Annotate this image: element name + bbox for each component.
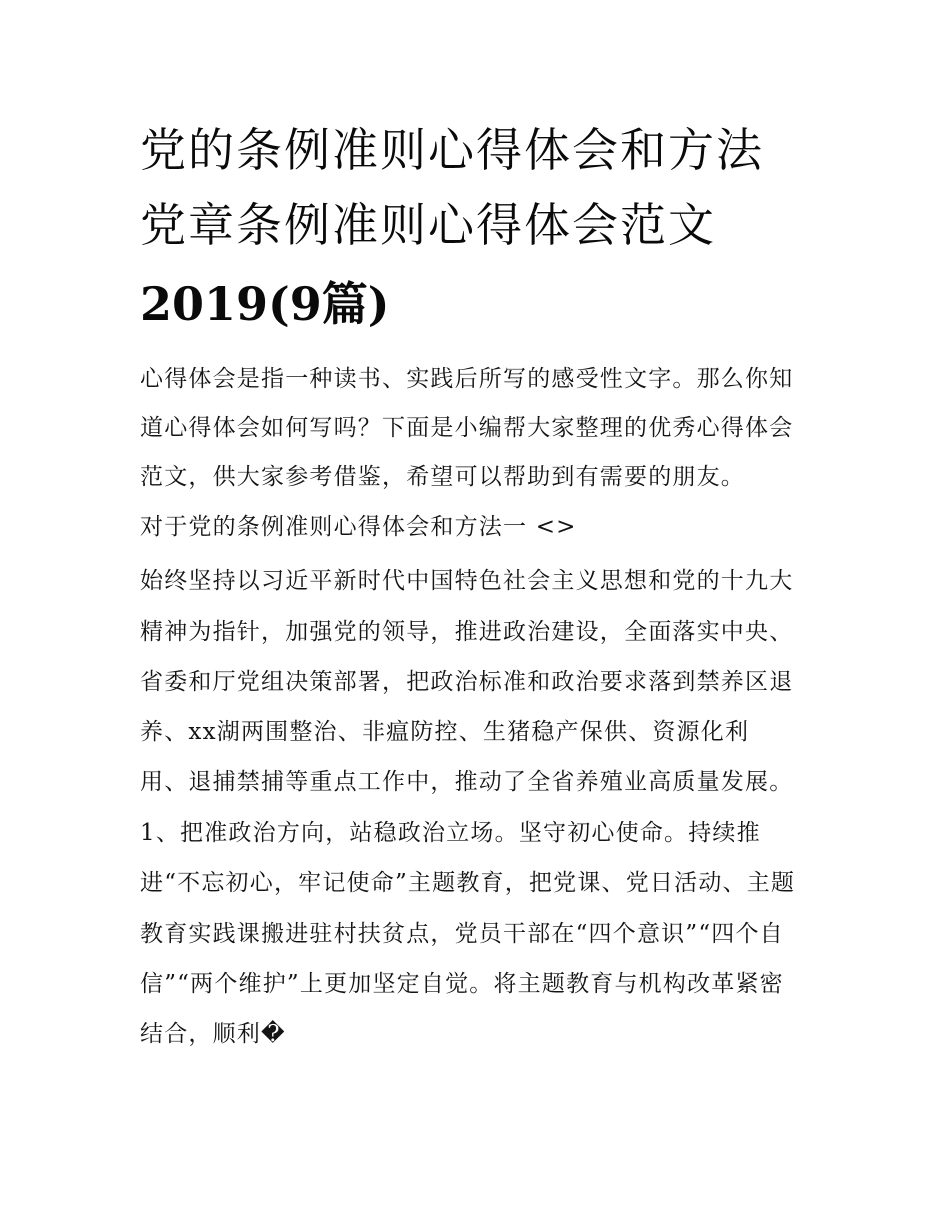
body-line: 教育实践课搬进驻村扶贫点，党员干部在“四个意识”“四个自 xyxy=(140,921,784,947)
body-line: 进“不忘初心，牢记使命”主题教育，把党课、党日活动、主题 xyxy=(140,870,796,896)
body-line: 精神为指针，加强党的领导，推进政治建设，全面落实中央、 xyxy=(140,619,794,645)
body-line: 结合，顺利� xyxy=(140,1021,286,1047)
document-title-line-1: 党的条例准则心得体会和方法 xyxy=(140,123,764,177)
body-line: 养、xx湖两围整治、非瘟防控、生猪稳产保供、资源化利 xyxy=(140,719,750,745)
section-heading: 对于党的条例准则心得体会和方法一 <> xyxy=(140,514,577,540)
body-line: 省委和厅党组决策部署，把政治标准和政治要求落到禁养区退 xyxy=(140,669,794,695)
document-title-line-2: 党章条例准则心得体会范文 xyxy=(140,198,716,252)
body-line: 信”“两个维护”上更加坚定自觉。将主题教育与机构改革紧密 xyxy=(140,971,784,997)
body-line: 用、退捕禁捕等重点工作中，推动了全省养殖业高质量发展。 xyxy=(140,769,794,795)
document-page xyxy=(140,0,830,1229)
body-line: 心得体会是指一种读书、实践后所写的感受性文字。那么你知 xyxy=(140,366,794,392)
body-line: 道心得体会如何写吗？下面是小编帮大家整理的优秀心得体会 xyxy=(140,415,794,441)
body-line: 1、把准政治方向，站稳政治立场。坚守初心使命。持续推 xyxy=(140,820,761,846)
document-title-line-3: 2019(9篇) xyxy=(140,277,390,331)
body-line: 始终坚持以习近平新时代中国特色社会主义思想和党的十九大 xyxy=(140,568,794,594)
body-line: 范文，供大家参考借鉴，希望可以帮助到有需要的朋友。 xyxy=(140,464,745,490)
